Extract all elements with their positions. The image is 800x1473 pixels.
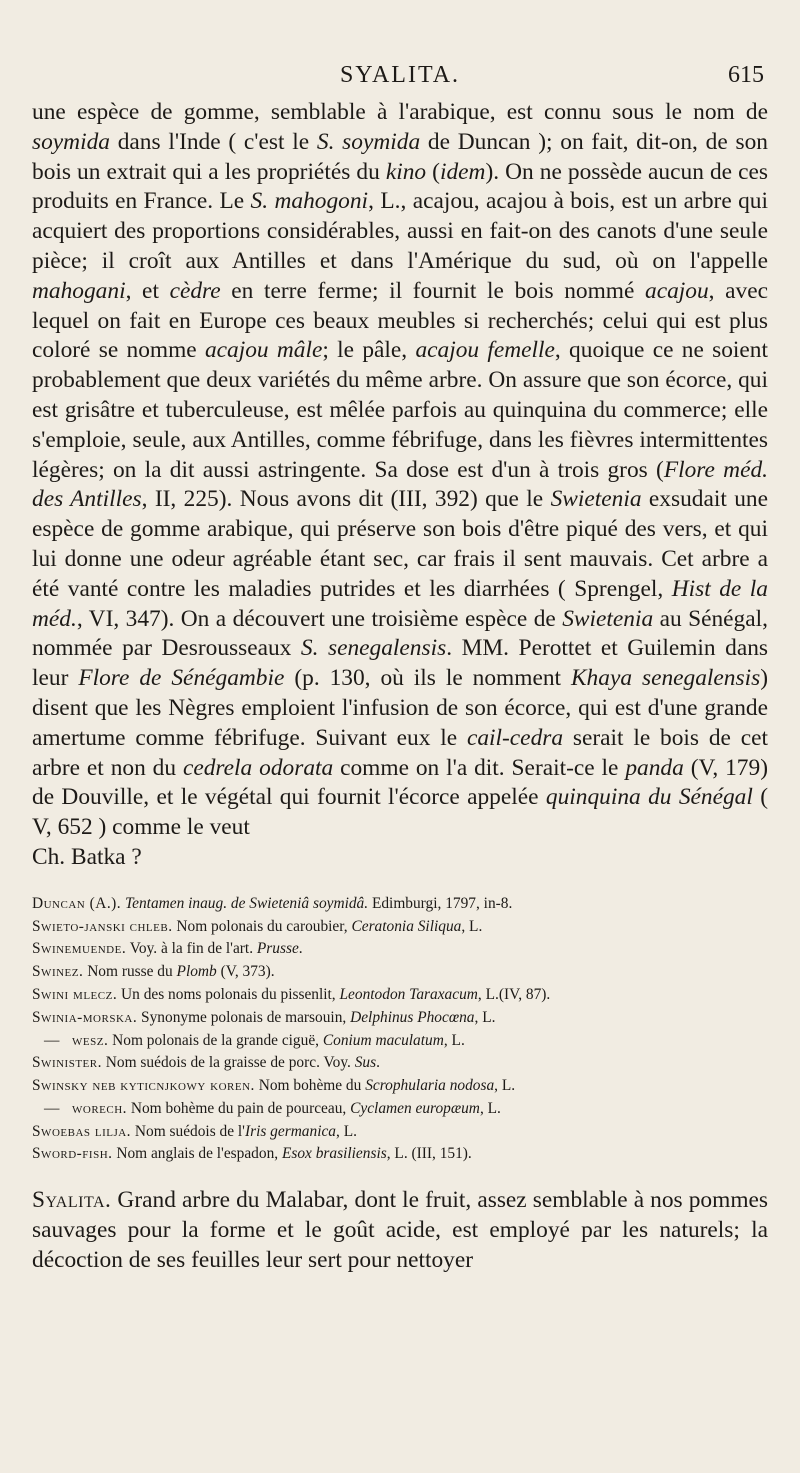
- reference-entry: [32, 1030, 768, 1053]
- italic-term: Flore méd. des Antilles: [32, 456, 768, 513]
- reference-entry: [32, 1075, 768, 1098]
- text-run: , II, 225). Nous avons dit (III, 392) que le: [141, 486, 551, 513]
- italic-term: S. mahogoni: [250, 188, 369, 215]
- reference-entry: [32, 961, 768, 984]
- text-run: , L.: [479, 1099, 501, 1117]
- reference-entry: [32, 1143, 768, 1166]
- text-run: dans l'Inde ( c'est le: [109, 128, 317, 155]
- italic-term: Cyclamen europæum: [350, 1099, 480, 1117]
- reference-entry: [32, 1098, 768, 1121]
- reference-list: [32, 893, 768, 1167]
- italic-term: idem: [439, 158, 486, 185]
- text-run: , L.: [474, 1008, 496, 1026]
- text-run: Nom anglais de l'espadon,: [112, 1145, 282, 1163]
- ditto-dash: —: [44, 1099, 60, 1117]
- italic-term: Flore de Sénégambie: [78, 665, 285, 692]
- italic-term: Sus: [354, 1054, 377, 1072]
- text-run: Nom russe du: [83, 963, 177, 981]
- text-run: , L., acajou, acajou à bois, est un arbre qui acquiert des proportions considérables, aussi en fait-on des canots d'une seule pièce; il croît aux Antilles et dans l'Amérique du sud, où on l'appelle: [32, 188, 768, 274]
- text-run: au Sénégal, nommée par Desrousseaux: [32, 605, 768, 662]
- italic-term: Tentamen inaug. de Swieteniâ soymidâ.: [125, 894, 369, 912]
- italic-term: cèdre: [169, 277, 221, 304]
- italic-term: Swietenia: [550, 486, 642, 513]
- reference-head: Swinister.: [32, 1054, 102, 1072]
- italic-term: Khaya senegalensis: [570, 665, 761, 692]
- italic-term: acajou: [645, 277, 709, 304]
- reference-head: Swini mlecz.: [32, 985, 118, 1003]
- reference-entry: [32, 1007, 768, 1030]
- text-run: , L. (III, 151).: [386, 1145, 472, 1163]
- italic-term: cedrela odorata: [182, 754, 334, 781]
- italic-term: kino: [385, 158, 427, 185]
- text-run: Grand arbre du Malabar, dont le fruit, assez semblable à nos pommes sauvages pour la forme et le goût acide, est employé par les naturels; la décoction de ses feuilles leur sert pour nettoyer: [32, 1187, 768, 1273]
- text-run: de Duncan ); on fait, dit-on, de son bois un extrait qui a les propriétés du: [32, 128, 768, 185]
- text-run: (V, 373).: [216, 963, 275, 981]
- italic-term: acajou mâle: [204, 337, 323, 364]
- text-run: Nom polonais de la grande ciguë,: [108, 1031, 323, 1049]
- text-run: ). On ne possède aucun de ces produits en France. Le: [32, 158, 768, 215]
- text-run: (: [426, 158, 440, 185]
- text-run: , L.(IV, 87).: [477, 985, 551, 1003]
- text-run: .: [376, 1054, 380, 1072]
- text-run: Voy. à la fin de l'art.: [126, 940, 257, 958]
- text-run: Edimburgi, 1797, in-8.: [368, 894, 513, 912]
- text-run: . MM. Perottet et Guilemin dans leur: [32, 635, 768, 692]
- italic-term: Hist de la méd.: [32, 575, 768, 632]
- text-run: une espèce de gomme, semblable à l'arabique, est connu sous le nom de: [32, 99, 768, 125]
- italic-term: Delphinus Phocœna: [350, 1008, 475, 1026]
- article-paragraph-tail: Ch. Batka ?: [32, 843, 142, 870]
- text-run: comme on l'a dit. Serait-ce le: [333, 754, 626, 781]
- italic-term: Ceratonia Siliqua: [351, 917, 462, 935]
- italic-term: Iris germanica: [244, 1122, 337, 1140]
- text-run: Nom suédois de la graisse de porc. Voy.: [101, 1054, 355, 1072]
- text-run: ) disent que les Nègres emploient l'infusion de son écorce, qui est d'une grande amertume comme fébrifuge. Suivant eux le: [32, 665, 768, 751]
- reference-head: Swinia-morska.: [32, 1008, 138, 1026]
- italic-term: panda: [625, 754, 684, 781]
- reference-head: Swinsky neb kyticnjkowy koren.: [32, 1077, 255, 1095]
- italic-term: mahogani: [32, 277, 126, 304]
- article-paragraph: [32, 98, 768, 843]
- reference-entry: [32, 984, 768, 1007]
- italic-term: soymida: [32, 128, 110, 155]
- article-body: [32, 98, 768, 873]
- entry-headword: Syalita.: [32, 1187, 112, 1214]
- italic-term: S. senegalensis: [300, 635, 447, 662]
- italic-term: cail-cedra: [466, 724, 564, 751]
- text-run: Nom bohème du pain de pourceau,: [127, 1099, 351, 1117]
- reference-head: Swinemuende.: [32, 940, 127, 958]
- reference-head: Sword-fish.: [32, 1145, 113, 1163]
- running-head: SYALITA.: [339, 62, 461, 88]
- reference-head: Swoebas lilja.: [32, 1122, 132, 1140]
- reference-entry: [32, 893, 768, 916]
- italic-term: Conium maculatum: [322, 1031, 444, 1049]
- reference-head: Swinez.: [32, 963, 84, 981]
- text-run: serait le bois de cet arbre et non du: [32, 724, 768, 781]
- italic-term: Leontodon Taraxacum: [339, 985, 478, 1003]
- reference-entry: [32, 1121, 768, 1144]
- dictionary-entry-syalita: [32, 1186, 768, 1275]
- italic-term: acajou femelle: [415, 337, 555, 364]
- text-run: .: [298, 940, 303, 958]
- italic-term: Prusse: [256, 940, 299, 958]
- text-run: Nom suédois de l': [131, 1122, 245, 1140]
- text-run: ( V, 652 ) comme le veut: [32, 784, 769, 841]
- page-number: 615: [728, 62, 764, 88]
- ditto-dash: —: [44, 1031, 60, 1049]
- reference-head: Swieto-janski chleb.: [32, 917, 173, 935]
- text-run: , VI, 347). On a découvert une troisième espèce de: [76, 605, 563, 632]
- page-header: [32, 62, 768, 98]
- text-run: , quoique ce ne soient probablement que deux variétés du même arbre. On assure que son écorce, qui est grisâtre et tuberculeuse, est mêlée parfois au quinquina du commerce; elle s'emploie, seule, aux Antilles, comme fébrifuge, dans les fièvres intermittentes légères; on la dit aussi astringente. Sa dose est d'un à trois gros (: [32, 337, 768, 483]
- reference-head: Duncan (A.).: [32, 894, 122, 912]
- text-run: , L.: [461, 917, 483, 935]
- italic-term: Scrophularia nodosa: [365, 1077, 495, 1095]
- text-run: exsudait une espèce de gomme arabique, qui préserve son bois d'être piqué des vers, et qui lui donne une odeur agréable étant sec, car frais il sent mauvais. Cet arbre a été vanté contre les maladies putrides et les diarrhées ( Sprengel,: [32, 486, 769, 602]
- text-run: Nom polonais du caroubier,: [172, 917, 352, 935]
- text-run: , L.: [443, 1031, 465, 1049]
- text-run: en terre ferme; il fournit le bois nommé: [220, 277, 645, 304]
- text-run: (V, 179) de Douville, et le végétal qui fournit l'écorce appelée: [32, 754, 768, 811]
- text-run: ; le pâle,: [322, 337, 416, 364]
- italic-term: Esox brasiliensis: [281, 1145, 387, 1163]
- text-run: , L.: [336, 1122, 357, 1140]
- text-run: , avec lequel on fait en Europe ces beaux meubles si recherchés; celui qui est plus coloré se nomme: [32, 277, 768, 364]
- reference-entry: [32, 1052, 768, 1075]
- italic-term: quinquina du Sénégal: [545, 784, 753, 811]
- text-run: , L.: [494, 1077, 516, 1095]
- italic-term: S. soymida: [316, 128, 421, 155]
- reference-head: worech.: [72, 1099, 128, 1117]
- italic-term: Plomb: [176, 963, 217, 981]
- text-run: Nom bohème du: [254, 1077, 366, 1095]
- text-run: , et: [125, 277, 170, 304]
- reference-head: wesz.: [72, 1031, 109, 1049]
- text-run: Un des noms polonais du pissenlit,: [117, 985, 340, 1003]
- entry-paragraph: [32, 1186, 768, 1275]
- reference-entry: [32, 938, 768, 961]
- text-run: Synonyme polonais de marsouin,: [137, 1008, 351, 1026]
- reference-entry: [32, 916, 768, 939]
- italic-term: Swietenia: [562, 605, 654, 632]
- text-run: (p. 130, où ils le nomment: [284, 665, 571, 692]
